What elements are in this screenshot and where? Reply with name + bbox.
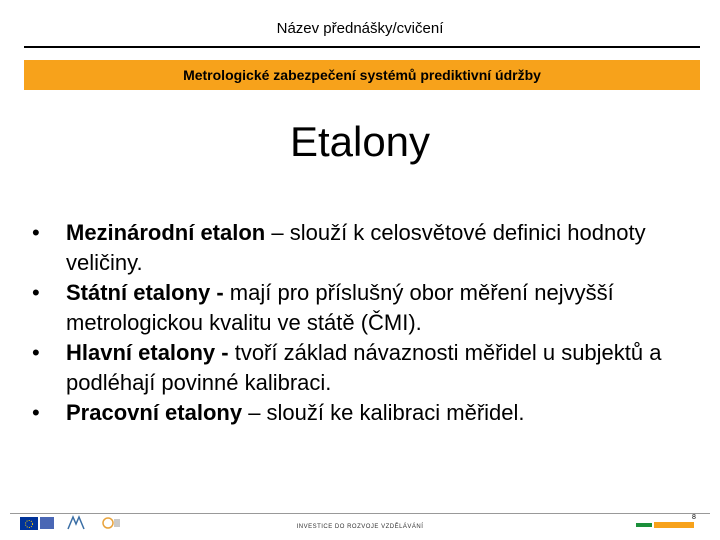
bullet-term: Státní etalony - — [66, 280, 224, 305]
bullet-term: Hlavní etalony - — [66, 340, 229, 365]
bullet-text: tvoří základ návaznosti měřidel u subjektů a podléhají povinné kalibraci. — [66, 340, 662, 395]
bullet-icon: • — [32, 280, 40, 305]
bullet-term: Mezinárodní etalon — [66, 220, 266, 245]
page-number: 8 — [692, 514, 696, 521]
bullet-item — [32, 338, 704, 398]
course-title: Název přednášky/cvičení — [276, 20, 444, 37]
bullet-icon: • — [32, 220, 40, 245]
project-logo — [636, 518, 696, 530]
footer-slogan: INVESTICE DO ROZVOJE VZDĚLÁVÁNÍ — [296, 524, 424, 530]
bullet-icon: • — [32, 340, 40, 365]
bullet-item — [32, 218, 704, 278]
bullet-text: – slouží ke kalibraci měřidel. — [242, 400, 525, 425]
footer-divider — [10, 513, 710, 514]
bullet-text: mají pro příslušný obor měření nejvyšší metrologickou kvalitu ve státě (ČMI). — [66, 280, 614, 335]
bullet-list — [32, 218, 704, 428]
bullet-item — [32, 398, 704, 428]
bullet-text: – slouží k celosvětové definici hodnoty veličiny. — [66, 220, 646, 275]
bullet-term: Pracovní etalony — [66, 400, 243, 425]
subject-title: Metrologické zabezpečení systémů prediktivní údržby — [183, 67, 541, 83]
header-divider — [24, 46, 700, 48]
subject-bar — [24, 60, 700, 90]
bullet-item — [32, 278, 704, 338]
bullet-icon: • — [32, 400, 40, 425]
slide-title: Etalony — [289, 118, 431, 165]
